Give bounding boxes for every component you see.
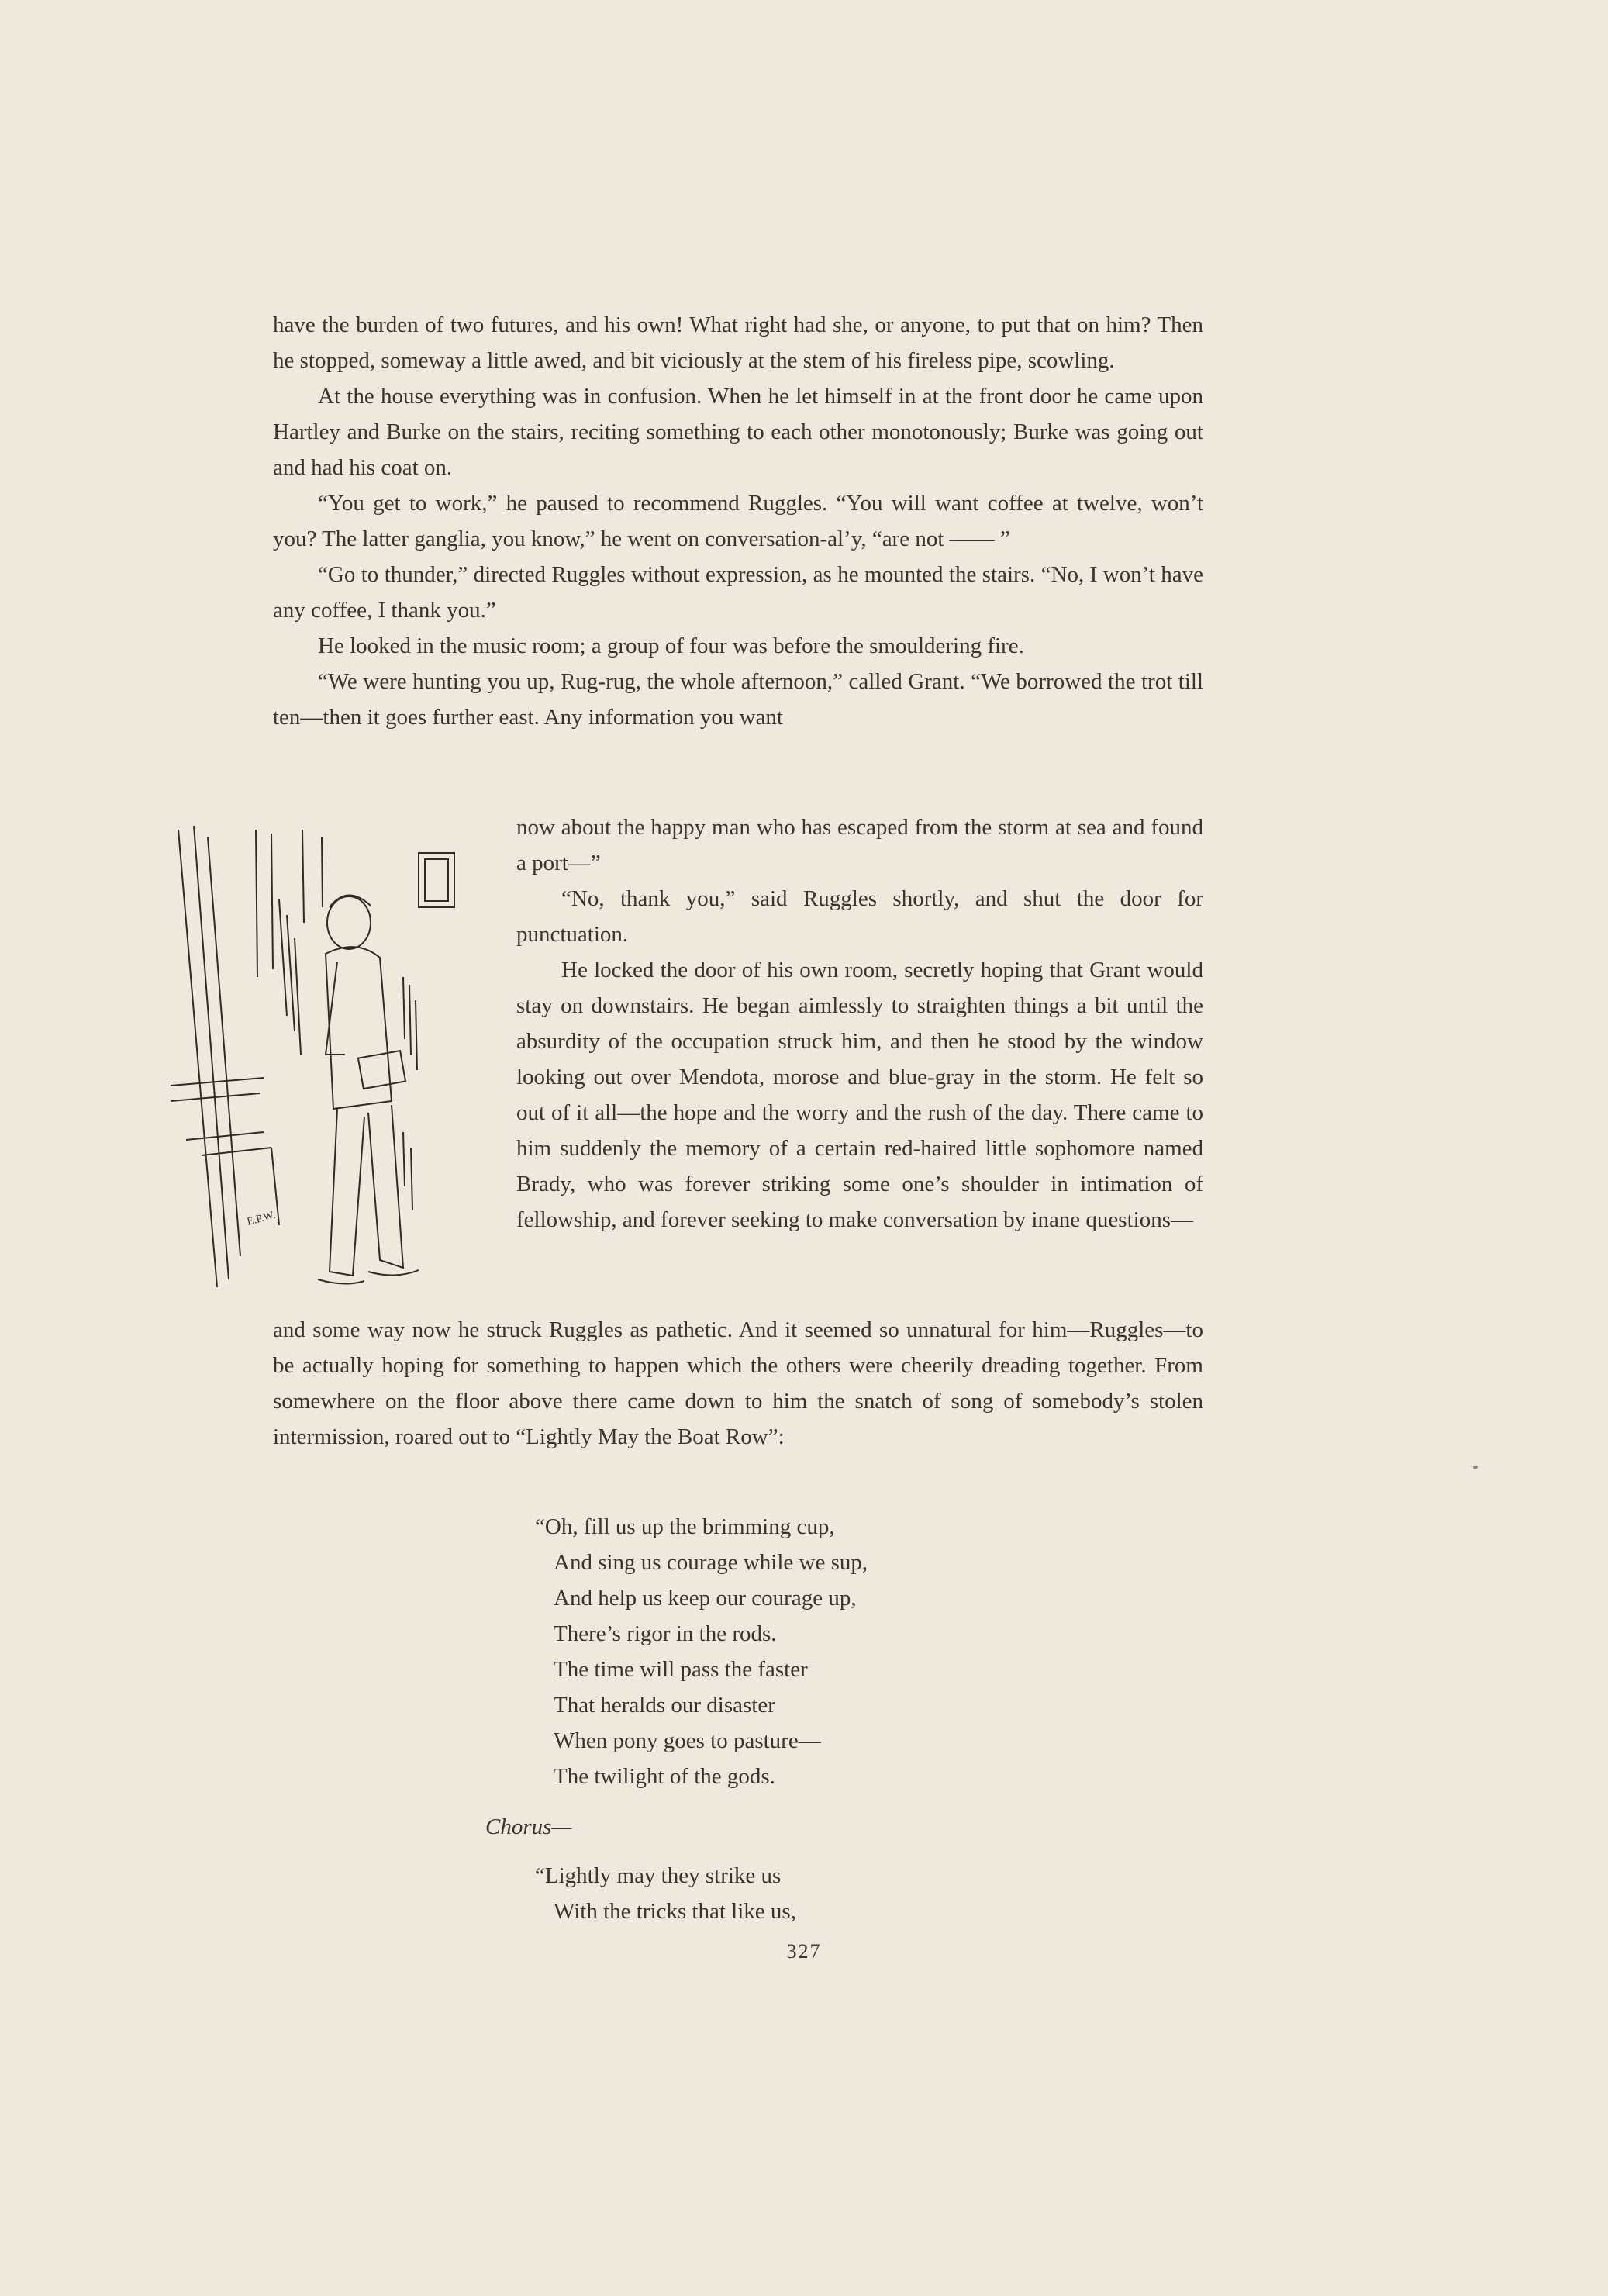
illustration-man-at-window xyxy=(171,822,496,1310)
paragraph: “No, thank you,” said Ruggles shortly, and shut the door for punctuation. xyxy=(516,886,1203,947)
chorus xyxy=(535,1858,1078,1929)
man-at-window-sketch xyxy=(171,822,496,1310)
bottom-text xyxy=(273,1312,1203,1455)
paragraph: have the burden of two futures, and his own! What right had she, or anyone, to put that on him? Then he stopped, someway a little awed, and bit viciously at the stem of his fireless pipe, scowling. xyxy=(273,312,1203,373)
chorus-label: Chorus— xyxy=(485,1814,572,1839)
poem-line: That heralds our disaster xyxy=(554,1693,775,1718)
paragraph: He locked the door of his own room, secretly hoping that Grant would stay on downstairs. He began aimlessly to straighten things a bit until the absurdity of the occupation struck him, and then he stood by the window looking out over Mendota, morose and blue-gray in the storm. He felt so out of it all—the hope and the worry and the rush of the day. There came to him suddenly the memory of a certain red-haired little sophomore named Brady, who was forever striking some one’s shoulder in intimation of fellowship, and forever seeking to make conversation by inane questions— xyxy=(516,958,1203,1232)
paragraph: and some way now he struck Ruggles as pathetic. And it seemed so unnatural for him—Ruggles—to be actually hoping for something to happen which the others were cheerily dreading together. From somewhere on the floor above there came down to him the snatch of song of somebody’s stolen intermission, roared out to “Lightly May the Boat Row”: xyxy=(273,1317,1203,1449)
poem-line: The twilight of the gods. xyxy=(554,1764,775,1789)
poem-line: The time will pass the faster xyxy=(554,1657,808,1682)
chorus-line: “Lightly may they strike us xyxy=(535,1863,782,1888)
paragraph: “We were hunting you up, Rug-rug, the whole afternoon,” called Grant. “We borrowed the trot till ten—then it goes further east. Any information you want xyxy=(273,669,1203,730)
poem xyxy=(535,1509,1078,1794)
paragraph: “Go to thunder,” directed Ruggles without expression, as he mounted the stairs. “No, I won’t have any coffee, I thank you.” xyxy=(273,562,1203,623)
poem-line: And help us keep our courage up, xyxy=(554,1586,857,1611)
paper-speck xyxy=(1473,1466,1478,1469)
poem-line: When pony goes to pasture— xyxy=(554,1728,821,1753)
poem-line: And sing us courage while we sup, xyxy=(554,1550,868,1575)
poem-line: “Oh, fill us up the brimming cup, xyxy=(535,1514,835,1539)
illustration-signature: E.P.W. xyxy=(246,1209,277,1228)
chorus-line: With the tricks that like us, xyxy=(554,1899,796,1924)
wrapped-text xyxy=(516,810,1203,1238)
paragraph: At the house everything was in confusion. When he let himself in at the front door he came upon Hartley and Burke on the stairs, reciting something to each other monotonously; Burke was going out and had his coat on. xyxy=(273,384,1203,480)
paragraph: “You get to work,” he paused to recommend Ruggles. “You will want coffee at twelve, won’t you? The latter ganglia, you know,” he went on conversation-al’y, “are not —— ” xyxy=(273,491,1203,551)
paragraph: He looked in the music room; a group of four was before the smouldering fire. xyxy=(318,634,1024,658)
paragraph: now about the happy man who has escaped from the storm at sea and found a port—” xyxy=(516,815,1203,875)
poem-line: There’s rigor in the rods. xyxy=(554,1621,777,1646)
page-number: 327 xyxy=(786,1940,822,1963)
top-text xyxy=(273,307,1203,735)
